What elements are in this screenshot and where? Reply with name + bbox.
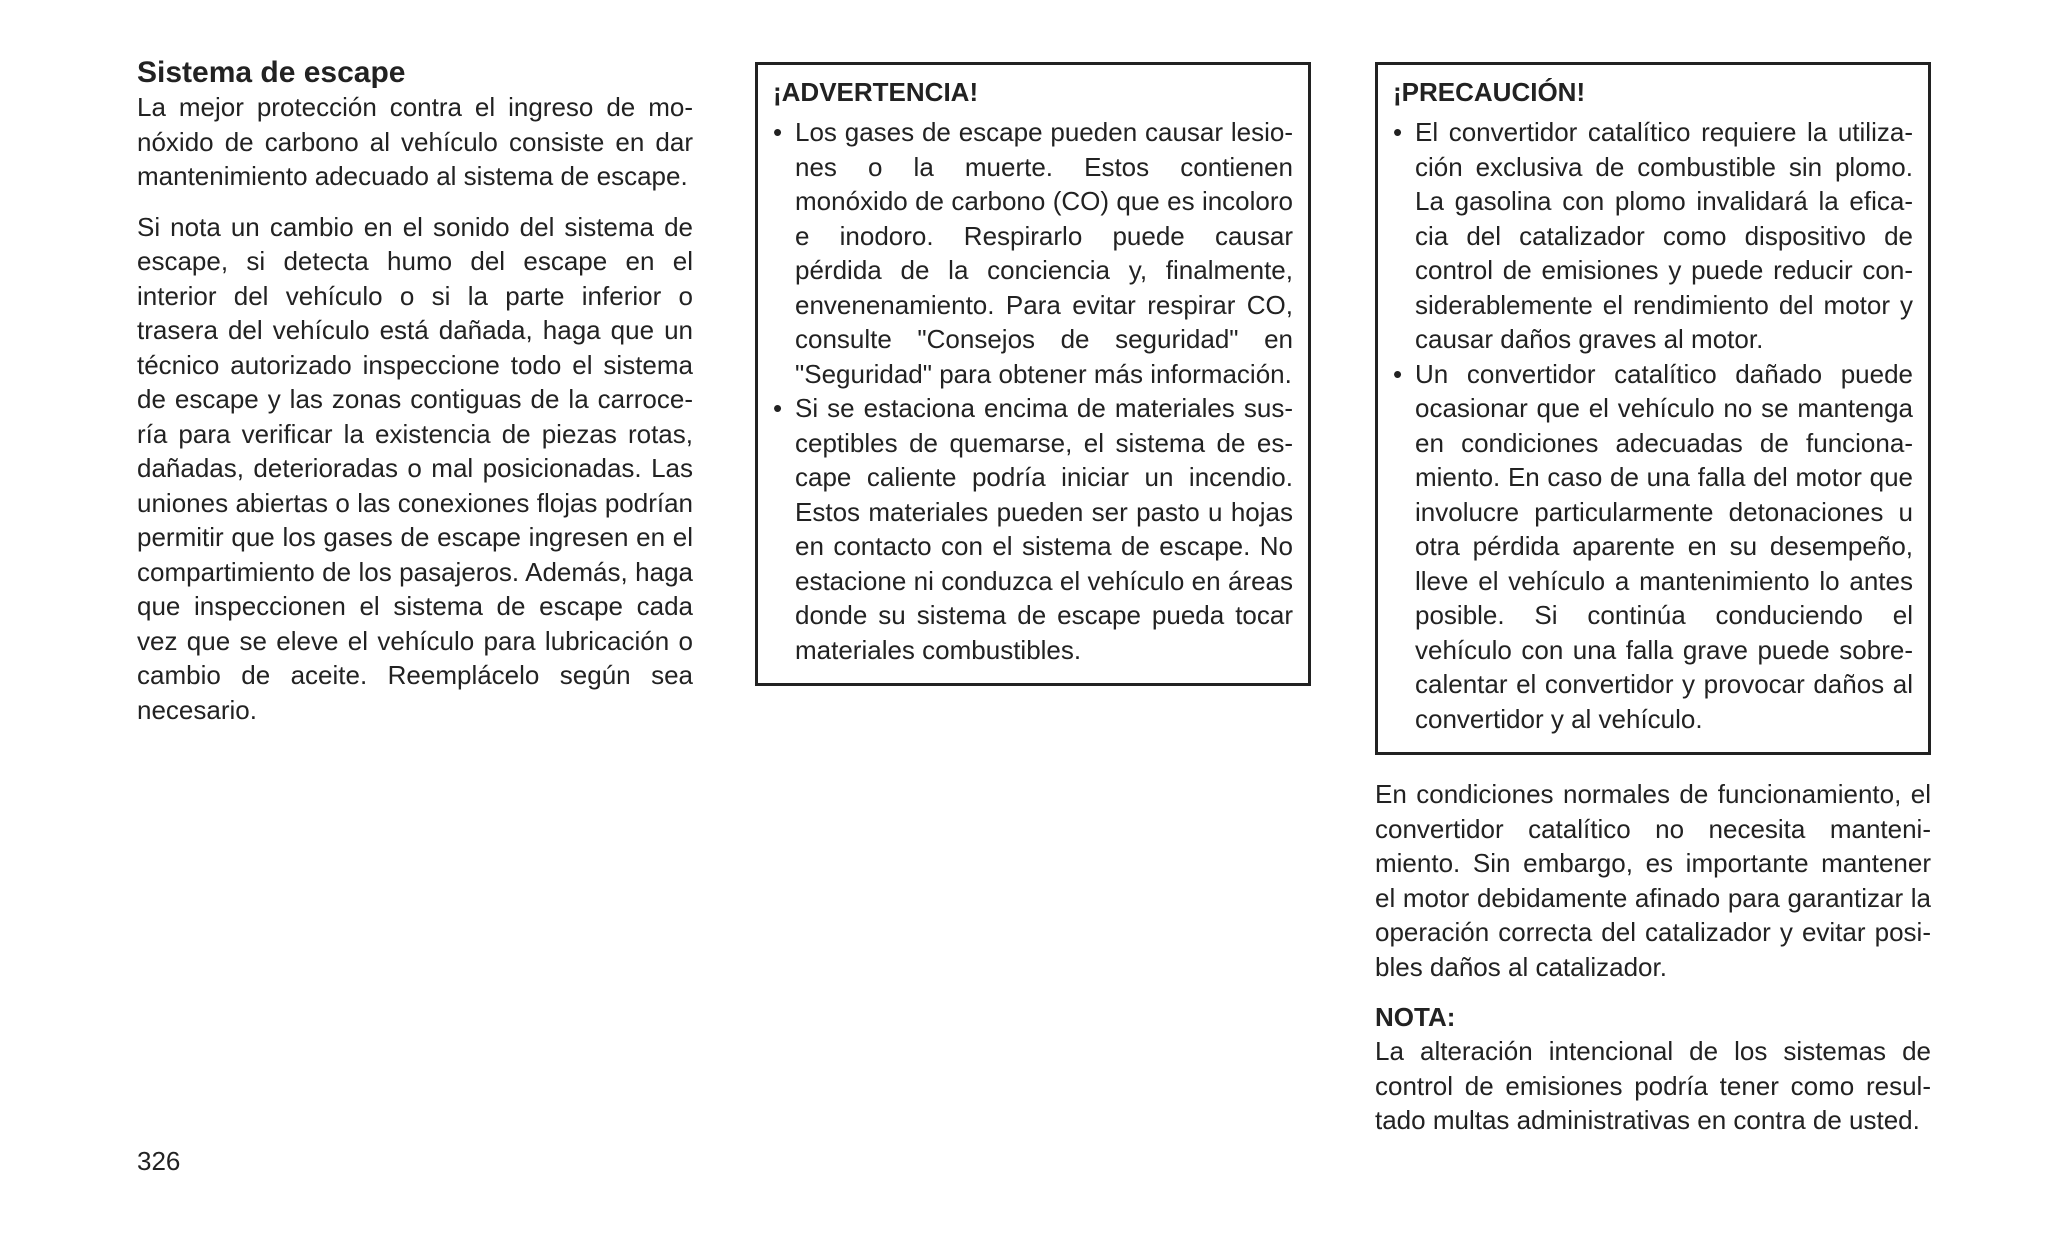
warning-item-text: Si se estaciona encima de materiales susceptibles de quemarse, el sistema de escape caliente podría iniciar un incendio. Estos materiales pueden ser pasto u hojas en contacto con el sistema de escape. No estacione ni conduzca el vehículo en áreas donde su sistema de escape pueda tocar materiales combustibles. [795, 393, 1293, 665]
caution-title: ¡PRECAUCIÓN! [1393, 77, 1586, 107]
catalyst-paragraph: En condiciones normales de funcionamiento, el convertidor catalítico no necesita mantenimiento. Sin embargo, es importante mantener el motor debidamente afinado para garantizar la operación correcta del catalizador y evitar posibles daños al catalizador. [1375, 779, 1931, 982]
bullet-icon: • [1393, 117, 1403, 147]
caution-box [1375, 62, 1931, 755]
caution-item-text: El convertidor catalítico requiere la utilización exclusiva de combustible sin plomo. La gasolina con plomo invalidará la eficacia del catalizador como dispositivo de control de emisiones y puede reducir considerablemente el rendimiento del motor y causar daños graves al motor. [1415, 117, 1913, 354]
bullet-icon: • [1393, 358, 1403, 389]
caution-item [1393, 357, 1913, 737]
bullet-icon: • [773, 117, 783, 147]
warning-title: ¡ADVERTENCIA! [773, 77, 979, 107]
warning-item [773, 391, 1293, 667]
right-column [1375, 62, 1931, 1154]
left-column [137, 56, 693, 743]
warning-item [773, 115, 1293, 391]
note-label: NOTA: [1375, 1002, 1456, 1032]
bullet-icon: • [773, 393, 783, 423]
catalyst-section [1375, 777, 1931, 1138]
note-text: La alteración intencional de los sistemas de control de emisiones podría tener como resultado multas administrativas en contra de usted. [1375, 1036, 1931, 1135]
section-heading: Sistema de escape [137, 56, 406, 89]
inspection-paragraph: Si nota un cambio en el sonido del sistema de escape, si detecta humo del escape en el interior del vehículo o si la parte inferior o trasera del vehículo está dañada, haga que un técnico autorizado inspeccione todo el sistema de escape y las zonas contiguas de la carrocería para verificar la existencia de piezas rotas, dañadas, deterioradas o mal posicionadas. Las uniones abiertas o las conexiones flojas podrían permitir que los gases de escape ingresen en el compartimiento de los pasajeros. Además, haga que inspeccionen el sistema de escape cada vez que se eleve el vehículo para lubricación o cambio de aceite. Reemplácelo según sea necesario. [137, 211, 693, 725]
intro-paragraph: La mejor protección contra el ingreso de monóxido de carbono al vehículo consiste en dar mantenimiento adecuado al sistema de escape. [137, 92, 693, 191]
warning-item-text: Los gases de escape pueden causar lesiones o la muerte. Estos contienen monóxido de carbono (CO) que es incoloro e inodoro. Respirarlo puede causar pérdida de la conciencia y, finalmente, envenenamiento. Para evitar respirar CO, consulte "Consejos de seguridad" en "Seguridad" para obtener más información. [795, 117, 1293, 389]
page-number: 326 [137, 1146, 181, 1176]
caution-list [1393, 115, 1913, 736]
warning-list [773, 115, 1293, 667]
warning-box [755, 62, 1311, 686]
middle-column [755, 62, 1311, 686]
caution-item-text: Un convertidor catalítico dañado puede ocasionar que el vehículo no se mantenga en condiciones adecuadas de funcionamiento. En caso de una falla del motor que involucre particularmente detonaciones u otra pérdida aparente en su desempeño, lleve el vehículo a mantenimiento lo antes posible. Si continúa conduciendo el vehículo con una falla grave puede sobrecalentar el convertidor y provocar daños al convertidor y al vehículo. [1415, 358, 1913, 734]
caution-item [1393, 115, 1913, 357]
